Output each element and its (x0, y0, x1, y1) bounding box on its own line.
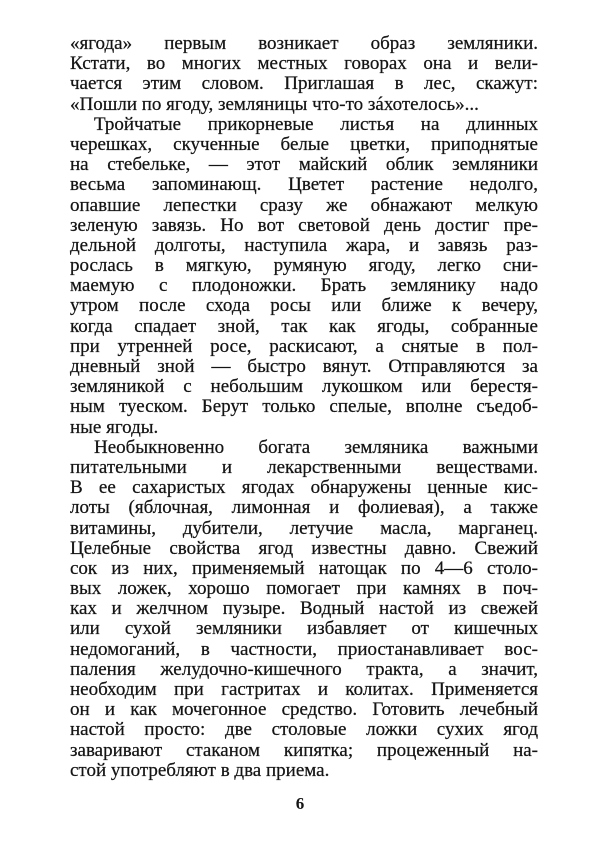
text-line: стой употребляют в два приема. (70, 759, 330, 781)
text-line: черешках, скученные белые цветки, приподнятые (70, 133, 538, 155)
text-line: зеленую завязь. Но вот световой день достиг пре- (70, 214, 538, 236)
text-line: земляникой с небольшим лукошком или берестя- (70, 376, 538, 398)
body-text (70, 34, 538, 781)
text-line: вых ложек, хорошо помогает при камнях в поч- (70, 578, 538, 600)
text-line: «ягода» первым возникает образ земляники. (70, 33, 538, 54)
text-line: В ее сахаристых ягодах обнаружены ценные кис- (70, 477, 538, 499)
text-line: чается этим словом. Приглашая в лес, скажут: (70, 73, 538, 95)
text-line: сок из них, применяемый натощак по 4—6 столо- (70, 557, 538, 579)
text-line: питательными и лекарственными веществами. (70, 456, 538, 478)
text-line: лоты (яблочная, лимонная и фолиевая), а также (70, 497, 538, 519)
text-line: Тройчатые прикорневые листья на длинных (94, 113, 538, 135)
text-line: он и как мочегонное средство. Готовить лечебный (70, 699, 538, 721)
page-number: 6 (295, 794, 305, 813)
text-line: паления желудочно-кишечного тракта, а значит, (70, 658, 538, 680)
text-line: необходим при гастритах и колитах. Применяется (70, 679, 538, 700)
text-line: опавшие лепестки сразу же обнажают мелкую (70, 194, 538, 216)
text-line: Кстати, во многих местных говорах она и вели- (70, 53, 538, 75)
text-line: «Пошли по ягоду, земляницы что-то зáхотелось»... (70, 93, 479, 115)
text-line: настой просто: две столовые ложки сухих ягод (70, 719, 538, 741)
text-line: ные ягоды. (70, 416, 159, 438)
text-line: Необыкновенно богата земляника важными (94, 436, 538, 458)
text-line: дневный зной — быстро вянут. Отправляются за (70, 356, 538, 377)
text-line: утром после схода росы или ближе к вечеру, (70, 295, 538, 317)
text-line: ным туеском. Берут только спелые, вполне съедоб- (70, 396, 538, 418)
text-line: или сухой земляники избавляет от кишечных (70, 618, 538, 640)
text-line: при утренней росе, раскисают, а снятые в пол- (70, 335, 538, 357)
text-line: заваривают стаканом кипятка; процеженный на- (70, 739, 538, 761)
text-line: недомоганий, в частности, приостанавливает вос- (70, 638, 538, 660)
text-line: витамины, дубители, летучие масла, марганец. (70, 517, 538, 539)
text-line: дельной долготы, наступила жара, и завязь раз- (70, 234, 538, 256)
text-line: на стебельке, — этот майский облик земляники (70, 154, 538, 176)
text-line: когда спадает зной, так как ягоды, собранные (70, 315, 538, 337)
text-line: весьма запоминающ. Цветет растение недолго, (70, 174, 538, 196)
text-line: Целебные свойства ягод известны давно. Свежий (70, 537, 538, 559)
text-line: маемую с плодоножки. Брать землянику надо (70, 275, 538, 297)
text-line: рослась в мягкую, румяную ягоду, легко сни- (70, 255, 538, 277)
text-line: ках и желчном пузыре. Водный настой из свежей (70, 598, 538, 620)
